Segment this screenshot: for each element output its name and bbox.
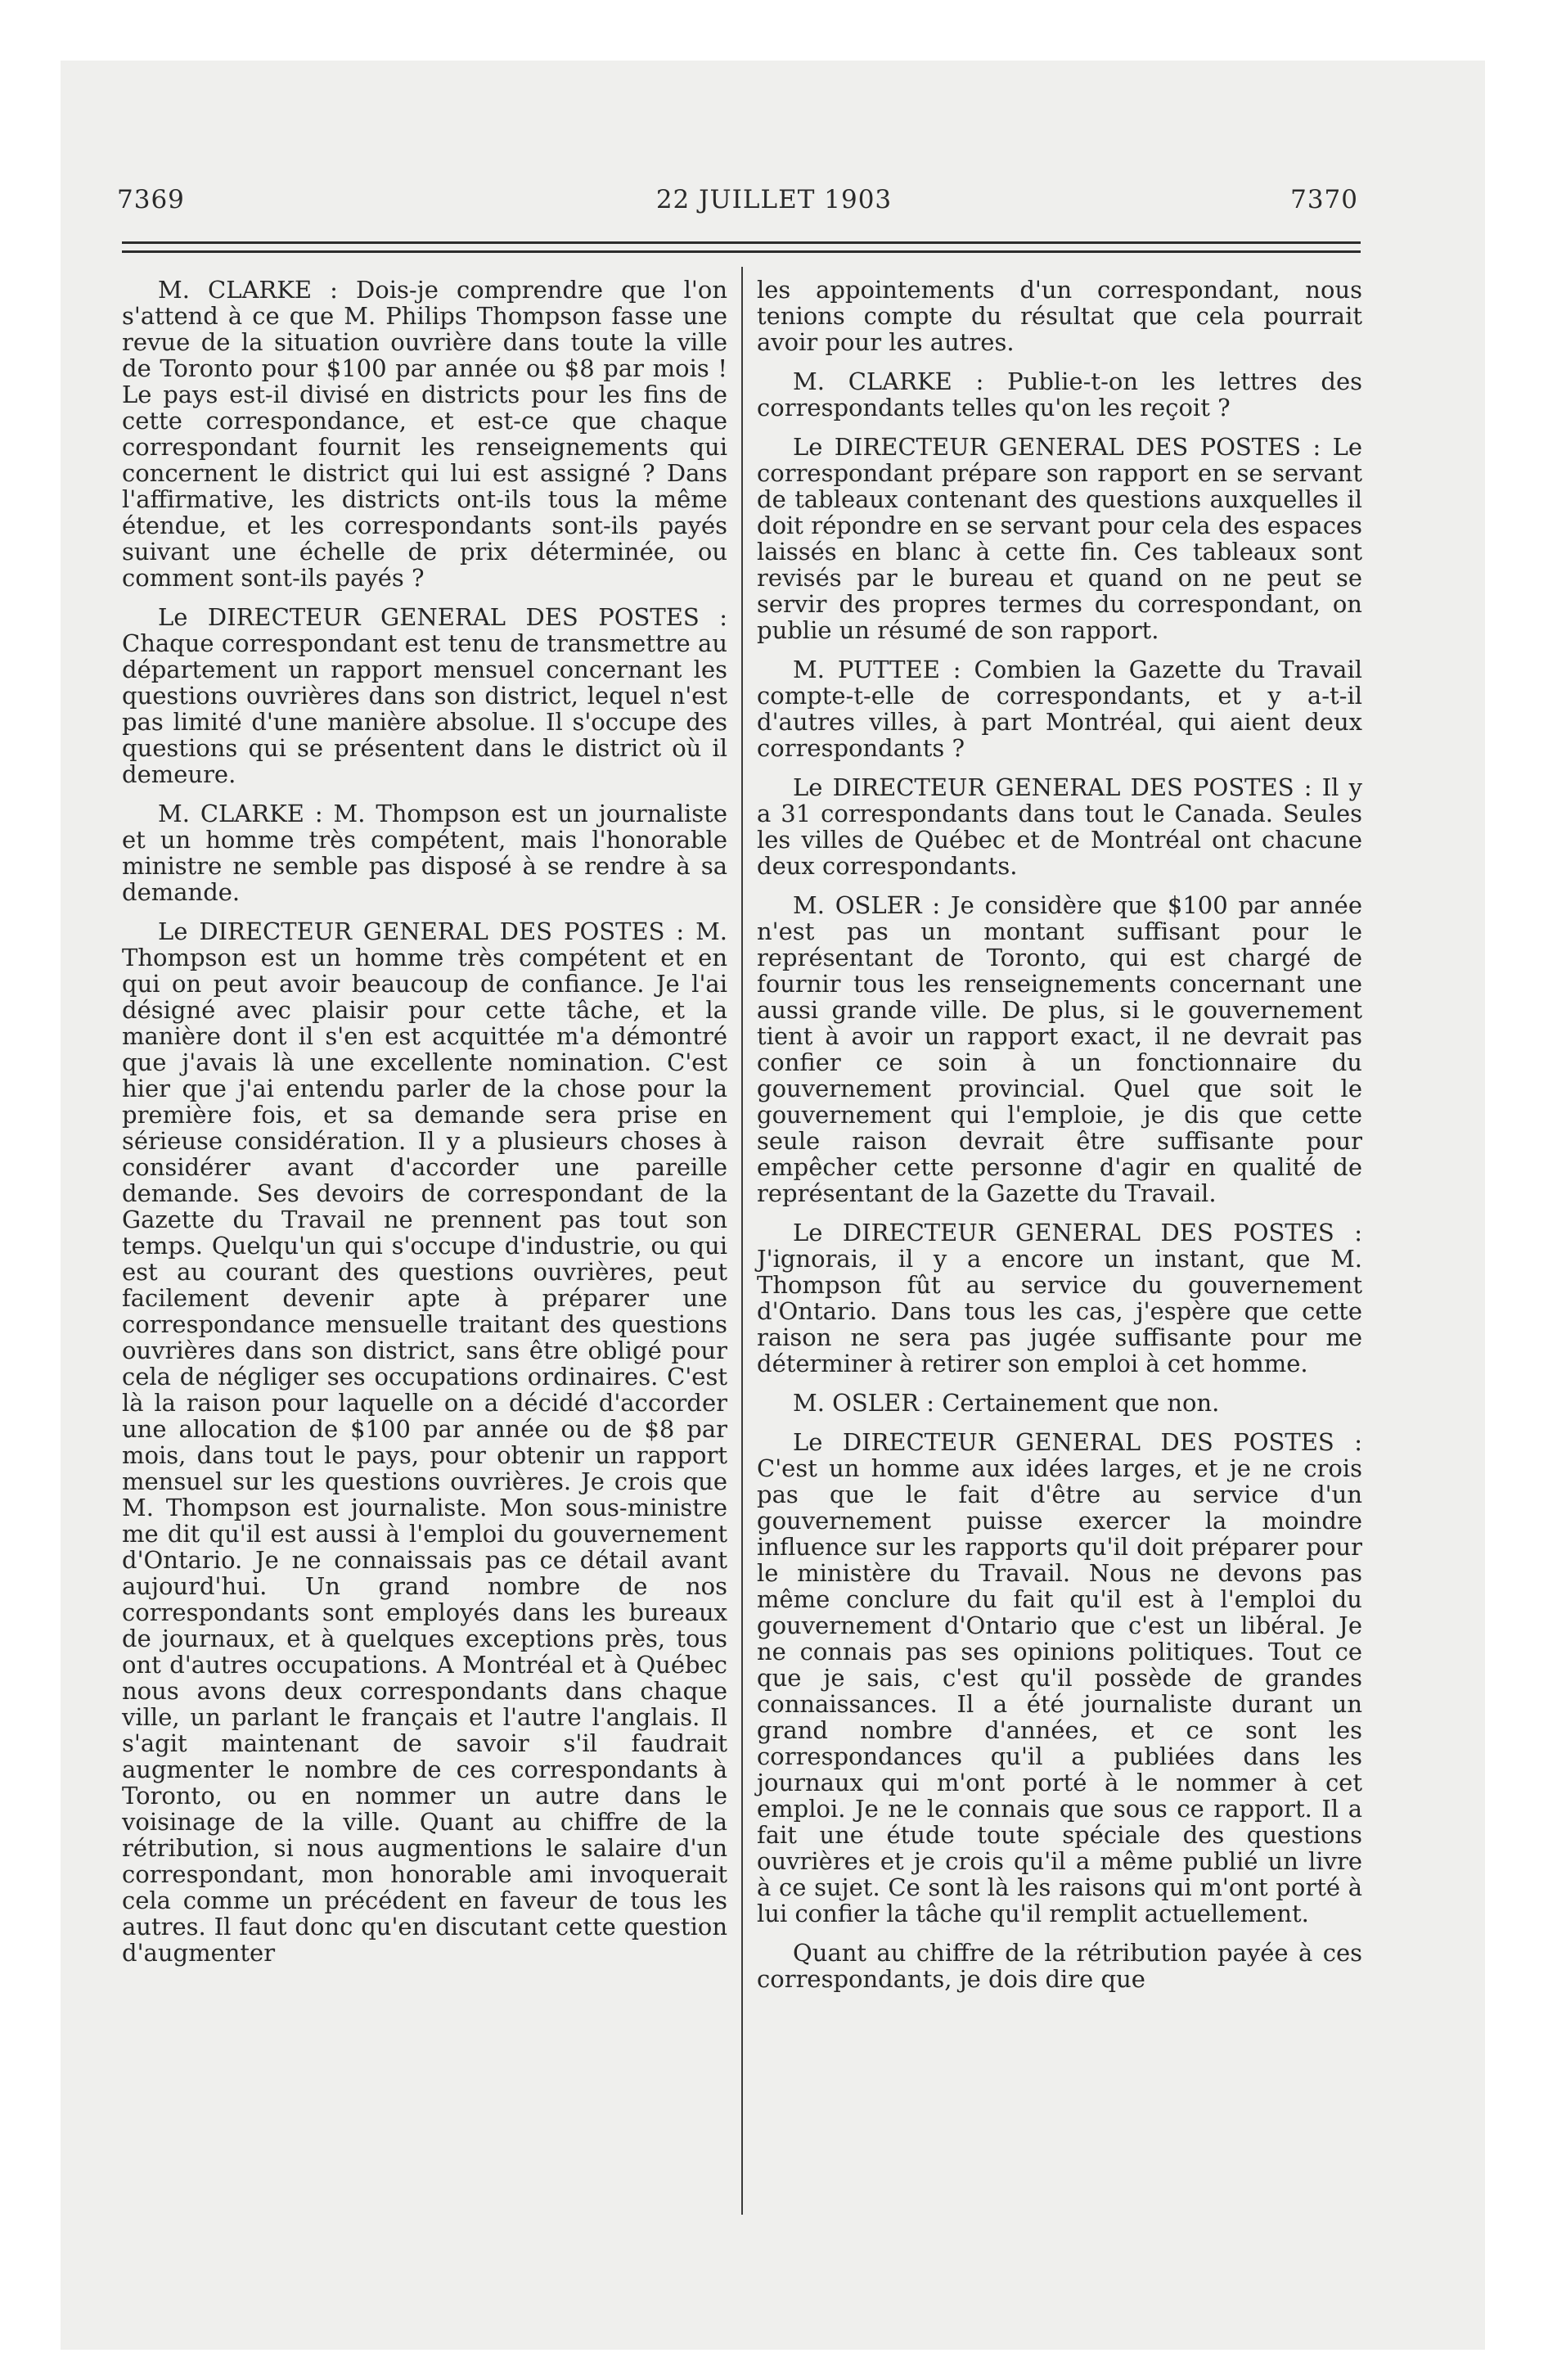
column-divider — [741, 267, 743, 2215]
right-column — [757, 277, 1362, 2005]
paragraph: Le DIRECTEUR GENERAL DES POSTES : M. Thompson est un homme très compétent et en qui on peut avoir beaucoup de confiance. Je l'ai désigné avec plaisir pour cette tâche, et la manière dont il s'en est acquittée m'a démontré que j'avais là une excellente nomination. C'est hier que j'ai entendu parler de la chose pour la première fois, et sa demande sera prise en sérieuse considération. Il y a plusieurs choses à considérer avant d'accorder une pareille demande. Ses devoirs de correspondant de la Gazette du Travail ne prennent pas tout son temps. Quelqu'un qui s'occupe d'industrie, ou qui est au courant des questions ouvrières, peut facilement devenir apte à préparer une correspondance mensuelle traitant des questions ouvrières dans son district, sans être obligé pour cela de négliger ses occupations ordinaires. C'est là la raison pour laquelle on a décidé d'accorder une allocation de $100 par année ou de $8 par mois, dans tout le pays, pour obtenir un rapport mensuel sur les questions ouvrières. Je crois que M. Thompson est journaliste. Mon sous-ministre me dit qu'il est aussi à l'emploi du gouvernement d'Ontario. Je ne connaissais pas ce détail avant aujourd'hui. Un grand nombre de nos correspondants sont employés dans les bureaux de journaux, et à quelques exceptions près, tous ont d'autres occupations. A Montréal et à Québec nous avons deux correspondants dans chaque ville, un parlant le français et l'autre l'anglais. Il s'agit maintenant de savoir s'il faudrait augmenter le nombre de ces correspondants à Toronto, ou en nommer un autre dans le voisinage de la ville. Quant au chiffre de la rétribution, si nous augmentions le salaire d'un correspondant, mon honorable ami invoquerait cela comme un précédent en faveur de tous les autres. Il faut donc qu'en discutant cette question d'augmenter — [122, 917, 727, 1967]
paragraph: M. CLARKE : Dois-je comprendre que l'on s'attend à ce que M. Philips Thompson fasse une revue de la situation ouvrière dans toute la ville de Toronto pour $100 par année ou $8 par mois ! Le pays est-il divisé en districts pour les fins de cette correspondance, et est-ce que chaque correspondant fournit les renseignements qui concernent le district qui lui est assigné ? Dans l'affirmative, les districts ont-ils tous la même étendue, et les correspondants sont-ils payés suivant une échelle de prix déterminée, ou comment sont-ils payés ? — [122, 276, 727, 592]
left-column — [122, 277, 727, 1979]
header-rule-bottom — [122, 250, 1361, 253]
paragraph: Quant au chiffre de la rétribution payée à ces correspondants, je dois dire que — [757, 1939, 1362, 1993]
paragraph: M. CLARKE : M. Thompson est un journaliste et un homme très compétent, mais l'honorable ministre ne semble pas disposé à se rendre à sa demande. — [122, 800, 727, 906]
paragraph: Le DIRECTEUR GENERAL DES POSTES : Chaque correspondant est tenu de transmettre au département un rapport mensuel concernant les questions ouvrières dans son district, lequel n'est pas limité d'une manière absolue. Il s'occupe des questions qui se présentent dans le district où il demeure. — [122, 603, 727, 788]
paragraph: M. CLARKE : Publie-t-on les lettres des correspondants telles qu'on les reçoit ? — [757, 367, 1362, 421]
paragraph: les appointements d'un correspondant, nous tenions compte du résultat que cela pourrait avoir pour les autres. — [757, 276, 1362, 356]
paragraph: Le DIRECTEUR GENERAL DES POSTES : Le correspondant prépare son rapport en se servant de tableaux contenant des questions auxquelles il doit répondre en se servant pour cela des espaces laissés en blanc à cette fin. Ces tableaux sont revisés par le bureau et quand on ne peut se servir des propres termes du correspondant, on publie un résumé de son rapport. — [757, 433, 1362, 644]
paragraph: Le DIRECTEUR GENERAL DES POSTES : C'est un homme aux idées larges, et je ne crois pas que le fait d'être au service d'un gouvernement puisse exercer la moindre influence sur les rapports qu'il doit préparer pour le ministère du Travail. Nous ne devons pas même conclure du fait qu'il est à l'emploi du gouvernement d'Ontario que c'est un libéral. Je ne connais pas ses opinions politiques. Tout ce que je sais, c'est qu'il possède de grandes connaissances. Il a été journaliste durant un grand nombre d'années, et ce sont les correspondances qu'il a publiées dans les journaux qui m'ont porté à le nommer à cet emploi. Je ne le connais que sous ce rapport. Il a fait une étude toute spéciale des questions ouvrières et je crois qu'il a même publié un livre à ce sujet. Ce sont là les raisons qui m'ont porté à lui confier la tâche qu'il remplit actuellement. — [757, 1428, 1362, 1927]
paragraph: M. PUTTEE : Combien la Gazette du Travail compte-t-elle de correspondants, et y a-t-il d'autres villes, à part Montréal, qui aient deux correspondants ? — [757, 656, 1362, 762]
page-number-left: 7369 — [117, 185, 185, 214]
paragraph: M. OSLER : Je considère que $100 par année n'est pas un montant suffisant pour le représentant de Toronto, qui est chargé de fournir tous les renseignements concernant une aussi grande ville. De plus, si le gouvernement tient à avoir un rapport exact, il ne devrait pas confier ce soin à un fonctionnaire du gouvernement provincial. Quel que soit le gouvernement qui l'emploie, je dis que cette seule raison devrait être suffisante pour empêcher cette personne d'agir en qualité de représentant de la Gazette du Travail. — [757, 891, 1362, 1207]
page-date: 22 JUILLET 1903 — [655, 185, 893, 214]
header-rule-top — [122, 241, 1361, 244]
paragraph: Le DIRECTEUR GENERAL DES POSTES : J'ignorais, il y a encore un instant, que M. Thompson fût au service du gouvernement d'Ontario. Dans tous les cas, j'espère que cette raison ne sera pas jugée suffisante pour me déterminer à retirer son emploi à cet homme. — [757, 1219, 1362, 1377]
paragraph: M. OSLER : Certainement que non. — [793, 1389, 1220, 1417]
page-number-right: 7370 — [1290, 185, 1358, 214]
paragraph: Le DIRECTEUR GENERAL DES POSTES : Il y a 31 correspondants dans tout le Canada. Seules les villes de Québec et de Montréal ont chacune deux correspondants. — [757, 773, 1362, 880]
